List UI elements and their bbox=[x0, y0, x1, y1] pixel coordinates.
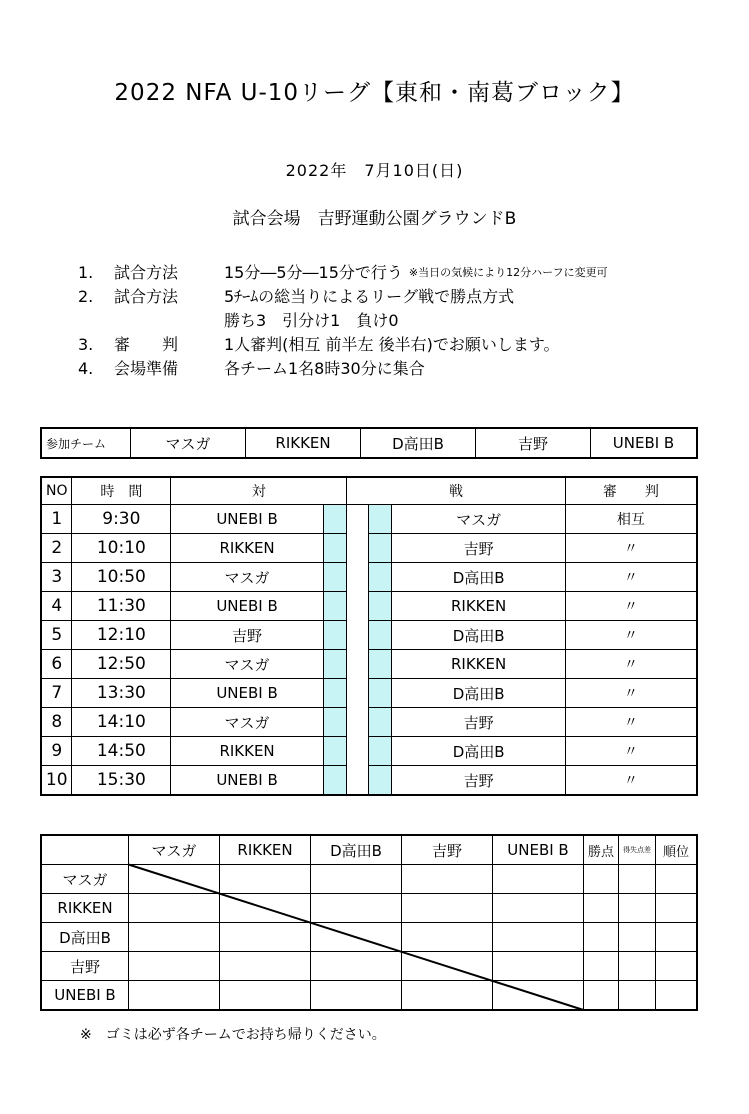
score-separator bbox=[347, 766, 369, 796]
rule-item bbox=[78, 357, 608, 381]
score-separator bbox=[347, 708, 369, 737]
results-col-team: UNEBI B bbox=[493, 835, 584, 865]
score-separator bbox=[347, 592, 369, 621]
match-row bbox=[41, 592, 697, 621]
header-no: NO bbox=[41, 477, 72, 505]
match-away-team: 吉野 bbox=[392, 708, 565, 737]
schedule-header bbox=[41, 477, 697, 505]
match-no: 6 bbox=[41, 650, 72, 679]
match-row bbox=[41, 505, 697, 534]
match-time: 14:10 bbox=[72, 708, 171, 737]
score-box-home bbox=[323, 650, 347, 679]
footer-note: ※ ゴミは必ず各チームでお持ち帰りください。 bbox=[80, 1027, 386, 1043]
rule-label: 会場準備 bbox=[114, 359, 179, 378]
match-no: 9 bbox=[41, 737, 72, 766]
match-row bbox=[41, 679, 697, 708]
match-time: 14:50 bbox=[72, 737, 171, 766]
score-box-away bbox=[368, 708, 392, 737]
score-separator bbox=[347, 679, 369, 708]
match-home-team: UNEBI B bbox=[171, 679, 324, 708]
score-box-away bbox=[368, 563, 392, 592]
match-row bbox=[41, 650, 697, 679]
results-col-team: 吉野 bbox=[402, 835, 493, 865]
match-referee: 〃 bbox=[565, 534, 697, 563]
match-time: 10:10 bbox=[72, 534, 171, 563]
match-row bbox=[41, 563, 697, 592]
rule-item bbox=[78, 333, 608, 357]
match-referee: 〃 bbox=[565, 679, 697, 708]
rule-number: 2. bbox=[78, 287, 94, 306]
rule-text: 勝ち3 引分け1 負け0 bbox=[224, 311, 399, 330]
score-box-away bbox=[368, 592, 392, 621]
rules-list bbox=[78, 261, 608, 381]
schedule-table bbox=[40, 476, 698, 796]
match-referee: 〃 bbox=[565, 737, 697, 766]
participant-team: 吉野 bbox=[476, 428, 591, 458]
score-box-home bbox=[323, 505, 347, 534]
rule-text: 各チーム1名8時30分に集合 bbox=[224, 359, 425, 378]
match-row bbox=[41, 534, 697, 563]
results-col-team: RIKKEN bbox=[220, 835, 311, 865]
score-separator bbox=[347, 621, 369, 650]
score-box-away bbox=[368, 534, 392, 563]
page-title: 2022 NFA U-10リーグ【東和・南葛ブロック】 bbox=[114, 80, 635, 106]
match-no: 3 bbox=[41, 563, 72, 592]
match-referee: 〃 bbox=[565, 621, 697, 650]
match-referee: 〃 bbox=[565, 766, 697, 796]
results-row-team: 吉野 bbox=[41, 952, 129, 981]
match-no: 10 bbox=[41, 766, 72, 796]
header-vs-left: 対 bbox=[171, 477, 347, 505]
match-date: 2022年 7月10日(日) bbox=[285, 161, 464, 180]
match-home-team: マスガ bbox=[171, 708, 324, 737]
header-referee: 審 判 bbox=[565, 477, 697, 505]
match-row bbox=[41, 766, 697, 796]
match-referee: 〃 bbox=[565, 708, 697, 737]
participant-team: RIKKEN bbox=[246, 428, 361, 458]
score-box-away bbox=[368, 621, 392, 650]
venue: 試合会場 吉野運動公園グラウンドB bbox=[232, 209, 517, 229]
match-away-team: 吉野 bbox=[392, 534, 565, 563]
match-home-team: 吉野 bbox=[171, 621, 324, 650]
rule-number: 3. bbox=[78, 335, 94, 354]
rule-text: 15分―5分―15分で行う bbox=[224, 263, 403, 282]
match-no: 8 bbox=[41, 708, 72, 737]
results-row-team: マスガ bbox=[41, 865, 129, 894]
match-away-team: RIKKEN bbox=[392, 592, 565, 621]
rule-number: 4. bbox=[78, 359, 94, 378]
score-separator bbox=[347, 505, 369, 534]
results-col-team: D高田B bbox=[311, 835, 402, 865]
score-separator bbox=[347, 650, 369, 679]
match-home-team: RIKKEN bbox=[171, 534, 324, 563]
match-no: 2 bbox=[41, 534, 72, 563]
score-box-home bbox=[323, 621, 347, 650]
participant-team: D高田B bbox=[361, 428, 476, 458]
match-referee: 〃 bbox=[565, 650, 697, 679]
score-box-home bbox=[323, 766, 347, 796]
match-time: 12:50 bbox=[72, 650, 171, 679]
match-home-team: UNEBI B bbox=[171, 505, 324, 534]
rule-label: 試合方法 bbox=[114, 263, 179, 282]
match-row bbox=[41, 708, 697, 737]
match-time: 13:30 bbox=[72, 679, 171, 708]
participant-team: マスガ bbox=[131, 428, 246, 458]
score-box-away bbox=[368, 505, 392, 534]
match-home-team: UNEBI B bbox=[171, 766, 324, 796]
match-time: 11:30 bbox=[72, 592, 171, 621]
rule-note: ※当日の気候により12分ハーフに変更可 bbox=[408, 266, 608, 279]
match-row bbox=[41, 621, 697, 650]
results-row-team: UNEBI B bbox=[41, 981, 129, 1011]
score-box-away bbox=[368, 650, 392, 679]
results-col-goal-diff: 得失点差 bbox=[619, 835, 656, 865]
results-col-points: 勝点 bbox=[584, 835, 619, 865]
score-box-home bbox=[323, 679, 347, 708]
results-row-team: RIKKEN bbox=[41, 894, 129, 923]
results-row-team: D高田B bbox=[41, 923, 129, 952]
score-box-home bbox=[323, 737, 347, 766]
results-col-team: マスガ bbox=[129, 835, 220, 865]
rule-item bbox=[78, 285, 608, 309]
match-away-team: マスガ bbox=[392, 505, 565, 534]
match-time: 10:50 bbox=[72, 563, 171, 592]
rule-text: 1人審判(相互 前半左 後半右)でお願いします。 bbox=[224, 335, 560, 354]
match-time: 12:10 bbox=[72, 621, 171, 650]
match-home-team: RIKKEN bbox=[171, 737, 324, 766]
score-box-home bbox=[323, 563, 347, 592]
match-referee: 〃 bbox=[565, 592, 697, 621]
match-away-team: D高田B bbox=[392, 621, 565, 650]
match-away-team: RIKKEN bbox=[392, 650, 565, 679]
rule-text: 5ﾁｰﾑの総当りによるリーグ戦で勝点方式 bbox=[224, 287, 515, 306]
rule-item bbox=[78, 309, 608, 333]
score-box-home bbox=[323, 708, 347, 737]
participants-label: 参加チーム bbox=[41, 428, 131, 458]
match-away-team: 吉野 bbox=[392, 766, 565, 796]
rule-item bbox=[78, 261, 608, 285]
score-box-away bbox=[368, 766, 392, 796]
score-separator bbox=[347, 563, 369, 592]
match-away-team: D高田B bbox=[392, 737, 565, 766]
match-no: 1 bbox=[41, 505, 72, 534]
diagonal-line bbox=[129, 865, 584, 1011]
results-diagonal bbox=[40, 834, 698, 1011]
match-home-team: マスガ bbox=[171, 650, 324, 679]
match-home-team: UNEBI B bbox=[171, 592, 324, 621]
participant-team: UNEBI B bbox=[591, 428, 698, 458]
score-separator bbox=[347, 534, 369, 563]
results-col-rank: 順位 bbox=[656, 835, 698, 865]
match-away-team: D高田B bbox=[392, 679, 565, 708]
score-box-away bbox=[368, 679, 392, 708]
participants-row bbox=[41, 428, 697, 458]
header-vs-right: 戦 bbox=[347, 477, 565, 505]
match-referee: 相互 bbox=[565, 505, 697, 534]
score-box-away bbox=[368, 737, 392, 766]
match-no: 7 bbox=[41, 679, 72, 708]
score-box-home bbox=[323, 592, 347, 621]
score-separator bbox=[347, 737, 369, 766]
match-no: 4 bbox=[41, 592, 72, 621]
match-time: 9:30 bbox=[72, 505, 171, 534]
match-away-team: D高田B bbox=[392, 563, 565, 592]
match-referee: 〃 bbox=[565, 563, 697, 592]
match-row bbox=[41, 737, 697, 766]
score-box-home bbox=[323, 534, 347, 563]
participants-table bbox=[40, 427, 698, 459]
match-home-team: マスガ bbox=[171, 563, 324, 592]
match-time: 15:30 bbox=[72, 766, 171, 796]
rule-number: 1. bbox=[78, 263, 94, 282]
rule-label: 試合方法 bbox=[114, 287, 179, 306]
header-time: 時 間 bbox=[72, 477, 171, 505]
match-no: 5 bbox=[41, 621, 72, 650]
rule-label: 審 判 bbox=[114, 335, 179, 354]
